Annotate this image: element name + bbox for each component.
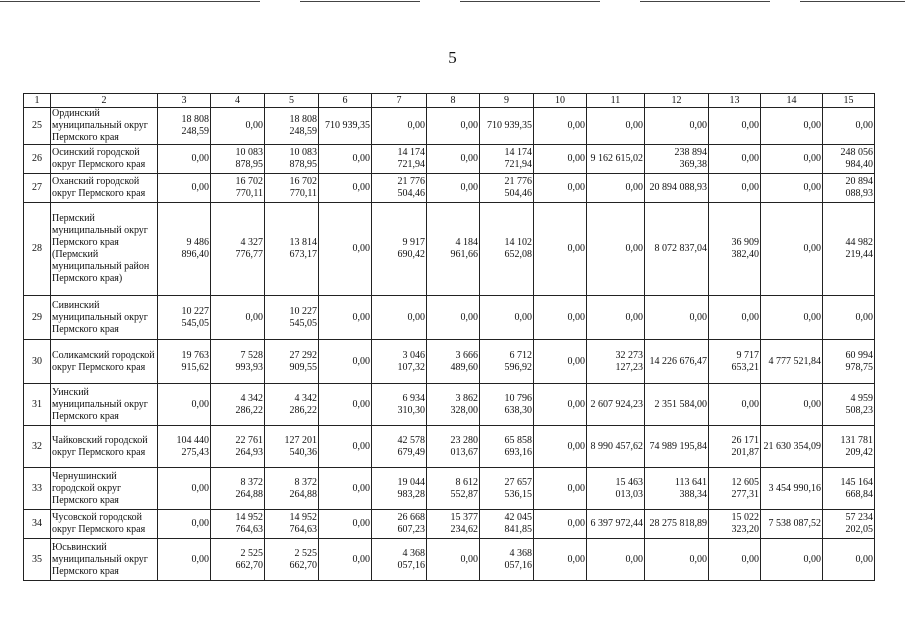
value-cell: 0,00: [709, 174, 761, 203]
value-cell: 0,00: [158, 145, 211, 174]
value-cell: 0,00: [534, 174, 587, 203]
top-rule: [0, 0, 905, 4]
row-number: 26: [24, 145, 51, 174]
value-cell: 0,00: [645, 108, 709, 145]
value-cell: 0,00: [709, 108, 761, 145]
value-cell: 2 351 584,00: [645, 384, 709, 426]
value-cell: 14 952 764,63: [265, 510, 319, 539]
value-cell: 21 776 504,46: [372, 174, 427, 203]
value-cell: 0,00: [319, 296, 372, 340]
value-cell: 0,00: [427, 108, 480, 145]
value-cell: 113 641 388,34: [645, 468, 709, 510]
value-cell: 8 990 457,62: [587, 426, 645, 468]
value-cell: 0,00: [761, 174, 823, 203]
column-number-4: 4: [211, 94, 265, 108]
table-row: [24, 384, 875, 426]
value-cell: 6 712 596,92: [480, 340, 534, 384]
value-cell: 9 717 653,21: [709, 340, 761, 384]
value-cell: 0,00: [158, 174, 211, 203]
column-number-10: 10: [534, 94, 587, 108]
value-cell: 0,00: [158, 468, 211, 510]
value-cell: 0,00: [587, 539, 645, 581]
value-cell: 27 292 909,55: [265, 340, 319, 384]
value-cell: 0,00: [534, 384, 587, 426]
value-cell: 145 164 668,84: [823, 468, 875, 510]
value-cell: 2 525 662,70: [211, 539, 265, 581]
value-cell: 0,00: [319, 174, 372, 203]
value-cell: 0,00: [761, 203, 823, 296]
value-cell: 127 201 540,36: [265, 426, 319, 468]
value-cell: 14 174 721,94: [372, 145, 427, 174]
value-cell: 0,00: [158, 539, 211, 581]
value-cell: 60 994 978,75: [823, 340, 875, 384]
value-cell: 0,00: [534, 539, 587, 581]
row-number: 34: [24, 510, 51, 539]
value-cell: 3 862 328,00: [427, 384, 480, 426]
row-number: 25: [24, 108, 51, 145]
value-cell: 710 939,35: [480, 108, 534, 145]
value-cell: 0,00: [709, 296, 761, 340]
value-cell: 0,00: [480, 296, 534, 340]
row-number: 31: [24, 384, 51, 426]
value-cell: 0,00: [823, 539, 875, 581]
row-number: 27: [24, 174, 51, 203]
value-cell: 4 184 961,66: [427, 203, 480, 296]
table-row: [24, 340, 875, 384]
value-cell: 0,00: [427, 145, 480, 174]
row-number: 30: [24, 340, 51, 384]
value-cell: 18 808 248,59: [265, 108, 319, 145]
value-cell: 0,00: [372, 296, 427, 340]
value-cell: 8 072 837,04: [645, 203, 709, 296]
value-cell: 0,00: [319, 340, 372, 384]
value-cell: 10 083 878,95: [265, 145, 319, 174]
value-cell: 0,00: [534, 426, 587, 468]
municipality-name: Пермский муниципальный округ Пермского края (Пермский муниципальный район Пермского края): [51, 203, 158, 296]
value-cell: 6 934 310,30: [372, 384, 427, 426]
value-cell: 7 528 993,93: [211, 340, 265, 384]
value-cell: 0,00: [319, 145, 372, 174]
municipality-name: Юсьвинский муниципальный округ Пермского края: [51, 539, 158, 581]
value-cell: 10 227 545,05: [265, 296, 319, 340]
value-cell: 27 657 536,15: [480, 468, 534, 510]
value-cell: 13 814 673,17: [265, 203, 319, 296]
value-cell: 4 959 508,23: [823, 384, 875, 426]
municipality-name: Чусовской городской округ Пермского края: [51, 510, 158, 539]
page-number: 5: [448, 48, 457, 67]
value-cell: 15 377 234,62: [427, 510, 480, 539]
value-cell: 0,00: [761, 108, 823, 145]
municipality-name: Чернушинский городской округ Пермского края: [51, 468, 158, 510]
value-cell: 0,00: [427, 539, 480, 581]
value-cell: 32 273 127,23: [587, 340, 645, 384]
value-cell: 0,00: [158, 510, 211, 539]
municipality-name: Ординский муниципальный округ Пермского края: [51, 108, 158, 145]
municipality-name: Чайковский городской округ Пермского края: [51, 426, 158, 468]
value-cell: 10 083 878,95: [211, 145, 265, 174]
value-cell: 74 989 195,84: [645, 426, 709, 468]
value-cell: 10 796 638,30: [480, 384, 534, 426]
municipality-name: Сивинский муниципальный округ Пермского края: [51, 296, 158, 340]
value-cell: 0,00: [427, 296, 480, 340]
value-cell: 14 226 676,47: [645, 340, 709, 384]
value-cell: 0,00: [534, 510, 587, 539]
row-number: 32: [24, 426, 51, 468]
row-number: 28: [24, 203, 51, 296]
column-number-8: 8: [427, 94, 480, 108]
value-cell: 10 227 545,05: [158, 296, 211, 340]
table-row: [24, 468, 875, 510]
value-cell: 0,00: [319, 384, 372, 426]
value-cell: 28 275 818,89: [645, 510, 709, 539]
value-cell: 16 702 770,11: [265, 174, 319, 203]
column-number-3: 3: [158, 94, 211, 108]
value-cell: 0,00: [211, 108, 265, 145]
row-number: 35: [24, 539, 51, 581]
value-cell: 22 761 264,93: [211, 426, 265, 468]
value-cell: 14 952 764,63: [211, 510, 265, 539]
value-cell: 0,00: [823, 296, 875, 340]
row-number: 33: [24, 468, 51, 510]
table-row: [24, 108, 875, 145]
value-cell: 104 440 275,43: [158, 426, 211, 468]
value-cell: 4 327 776,77: [211, 203, 265, 296]
value-cell: 3 666 489,60: [427, 340, 480, 384]
value-cell: 16 702 770,11: [211, 174, 265, 203]
column-number-13: 13: [709, 94, 761, 108]
value-cell: 0,00: [587, 174, 645, 203]
value-cell: 3 046 107,32: [372, 340, 427, 384]
table-row: [24, 145, 875, 174]
value-cell: 14 102 652,08: [480, 203, 534, 296]
value-cell: 0,00: [534, 108, 587, 145]
table-row: [24, 174, 875, 203]
data-table: [23, 93, 875, 581]
value-cell: 2 607 924,23: [587, 384, 645, 426]
value-cell: 12 605 277,31: [709, 468, 761, 510]
value-cell: 0,00: [587, 296, 645, 340]
table-row: [24, 203, 875, 296]
column-number-12: 12: [645, 94, 709, 108]
value-cell: 0,00: [319, 468, 372, 510]
municipality-name: Осинский городской округ Пермского края: [51, 145, 158, 174]
column-number-row: [24, 94, 875, 108]
value-cell: 15 022 323,20: [709, 510, 761, 539]
value-cell: 57 234 202,05: [823, 510, 875, 539]
value-cell: 21 630 354,09: [761, 426, 823, 468]
value-cell: 19 044 983,28: [372, 468, 427, 510]
value-cell: 21 776 504,46: [480, 174, 534, 203]
value-cell: 8 372 264,88: [265, 468, 319, 510]
value-cell: 0,00: [319, 510, 372, 539]
value-cell: 131 781 209,42: [823, 426, 875, 468]
value-cell: 0,00: [319, 203, 372, 296]
value-cell: 65 858 693,16: [480, 426, 534, 468]
column-number-11: 11: [587, 94, 645, 108]
value-cell: 42 045 841,85: [480, 510, 534, 539]
value-cell: 19 763 915,62: [158, 340, 211, 384]
value-cell: 0,00: [709, 539, 761, 581]
value-cell: 4 342 286,22: [265, 384, 319, 426]
column-number-1: 1: [24, 94, 51, 108]
value-cell: 238 894 369,38: [645, 145, 709, 174]
value-cell: 26 171 201,87: [709, 426, 761, 468]
value-cell: 0,00: [534, 340, 587, 384]
value-cell: 0,00: [319, 426, 372, 468]
municipality-name: Уинский муниципальный округ Пермского края: [51, 384, 158, 426]
value-cell: 23 280 013,67: [427, 426, 480, 468]
value-cell: 4 777 521,84: [761, 340, 823, 384]
value-cell: 0,00: [709, 145, 761, 174]
value-cell: 4 368 057,16: [372, 539, 427, 581]
value-cell: 7 538 087,52: [761, 510, 823, 539]
value-cell: 0,00: [761, 539, 823, 581]
value-cell: 20 894 088,93: [823, 174, 875, 203]
value-cell: 248 056 984,40: [823, 145, 875, 174]
value-cell: 0,00: [534, 468, 587, 510]
table-row: [24, 296, 875, 340]
value-cell: 18 808 248,59: [158, 108, 211, 145]
value-cell: 26 668 607,23: [372, 510, 427, 539]
municipality-name: Соликамский городской округ Пермского края: [51, 340, 158, 384]
value-cell: 0,00: [587, 203, 645, 296]
column-number-9: 9: [480, 94, 534, 108]
value-cell: 0,00: [587, 108, 645, 145]
value-cell: 20 894 088,93: [645, 174, 709, 203]
value-cell: 710 939,35: [319, 108, 372, 145]
value-cell: 0,00: [211, 296, 265, 340]
column-number-14: 14: [761, 94, 823, 108]
value-cell: 9 162 615,02: [587, 145, 645, 174]
value-cell: 0,00: [158, 384, 211, 426]
column-number-15: 15: [823, 94, 875, 108]
row-number: 29: [24, 296, 51, 340]
value-cell: 42 578 679,49: [372, 426, 427, 468]
value-cell: 4 342 286,22: [211, 384, 265, 426]
value-cell: 0,00: [645, 296, 709, 340]
table-row: [24, 426, 875, 468]
value-cell: 0,00: [823, 108, 875, 145]
value-cell: 0,00: [427, 174, 480, 203]
value-cell: 0,00: [761, 145, 823, 174]
value-cell: 4 368 057,16: [480, 539, 534, 581]
municipality-name: Оханский городской округ Пермского края: [51, 174, 158, 203]
table-row: [24, 539, 875, 581]
value-cell: 3 454 990,16: [761, 468, 823, 510]
column-number-7: 7: [372, 94, 427, 108]
value-cell: 0,00: [534, 296, 587, 340]
value-cell: 0,00: [319, 539, 372, 581]
value-cell: 8 612 552,87: [427, 468, 480, 510]
value-cell: 0,00: [761, 384, 823, 426]
value-cell: 0,00: [709, 384, 761, 426]
value-cell: 44 982 219,44: [823, 203, 875, 296]
value-cell: 0,00: [534, 203, 587, 296]
value-cell: 36 909 382,40: [709, 203, 761, 296]
value-cell: 9 486 896,40: [158, 203, 211, 296]
column-number-5: 5: [265, 94, 319, 108]
value-cell: 0,00: [761, 296, 823, 340]
value-cell: 0,00: [534, 145, 587, 174]
value-cell: 9 917 690,42: [372, 203, 427, 296]
value-cell: 6 397 972,44: [587, 510, 645, 539]
value-cell: 0,00: [645, 539, 709, 581]
value-cell: 8 372 264,88: [211, 468, 265, 510]
column-number-2: 2: [51, 94, 158, 108]
value-cell: 0,00: [372, 108, 427, 145]
value-cell: 2 525 662,70: [265, 539, 319, 581]
column-number-6: 6: [319, 94, 372, 108]
value-cell: 15 463 013,03: [587, 468, 645, 510]
value-cell: 14 174 721,94: [480, 145, 534, 174]
table-row: [24, 510, 875, 539]
